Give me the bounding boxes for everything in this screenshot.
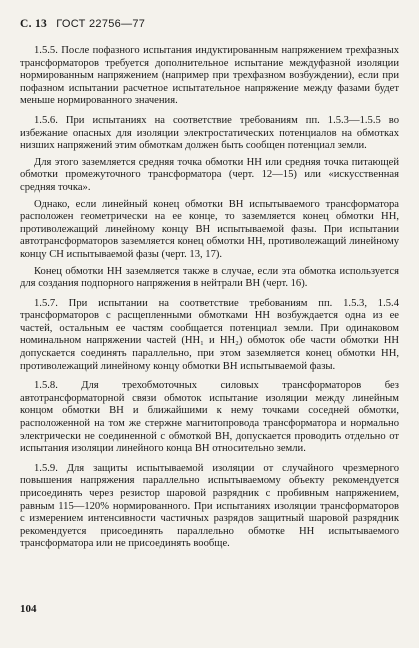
standard-code: ГОСТ 22756—77	[56, 18, 146, 30]
paragraph-1-5-6: 1.5.6. При испытаниях на соответствие требованиям пп. 1.5.3—1.5.5 во избежание опасных для изоляции электростатических потенциалов на обмотках низших напряжений этим обмоткам должен быть сообщен потенциал земли.	[20, 114, 399, 152]
page-header	[20, 18, 151, 30]
page-number: 104	[20, 603, 37, 615]
paragraph-1-5-8: 1.5.8. Для трехобмоточных силовых трансформаторов без автотрансформаторной связи обмоток испытание изоляции между линейным концом обмотки ВН и ближайшими к нему точками соседней обмотки, расположенной на том же стержне магнитопровода трансформатора и нормально электрически не соединенной с обмоткой ВН, допускается проводить отдельно от испытания изоляции линейного конца ВН относительно земли.	[20, 380, 399, 455]
page-label: С. 13	[20, 18, 48, 30]
paragraph-1-5-7: 1.5.7. При испытании на соответствие требованиям пп. 1.5.3, 1.5.4 трансформаторов с расщепленными обмотками НН возбуждается одна из ее частей, остальным ее частям сообщается потенциал земли. При одинаковом номинальном напряжении частей (НН₁ и НН₂) обмоток обе части обмотки НН допускается соединять параллельно, при этом заземляется конец обмотки НН, противолежащий линейному концу обмотки ВН испытываемой фазы.	[20, 297, 399, 372]
paragraph-lv-end: Конец обмотки НН заземляется также в случае, если эта обмотка используется для создания подпорного напряжения в нейтрали ВН (черт. 16).	[20, 265, 399, 290]
paragraph-grounding: Для этого заземляется средняя точка обмотки НН или средняя точка питающей обмотки промежуточного трансформатора (черт. 12—15) или «искусственная средняя точка».	[20, 156, 399, 193]
paragraph-linear-end: Однако, если линейный конец обмотки ВН испытываемого трансформатора расположен геометрически на ее конце, то заземляется конец обмотки НН, противолежащий линейному концу ВН испытываемой фазы. При испытании автотрансформаторов заземляется конец обмотки НН, противолежащий линейному концу СН испытываемой фазы (черт. 13, 17).	[20, 198, 399, 260]
paragraph-1-5-9: 1.5.9. Для защиты испытываемой изоляции от случайного чрезмерного повышения напряжения параллельно испытываемому объекту рекомендуется присоединять через резистор шаровой разрядник с пробивным напряжением, равным 115—120% нормированного. При испытаниях изоляции трансформаторов с измерением интенсивности частичных разрядов защитный шаровой разрядник рекомендуется присоединять параллельно обмотке НН испытываемого трансформатора или не присоединять вообще.	[20, 462, 399, 550]
body-text	[20, 45, 399, 558]
paragraph-1-5-5: 1.5.5. После пофазного испытания индуктированным напряжением трехфазных трансформаторов требуется дополнительное испытание междуфазной изоляции нормированным напряжением (например при трехфазном возбуждении), если при пофазном испытании расчетное испытательное напряжение между фазами будет меньше нормированного значения.	[20, 45, 399, 107]
